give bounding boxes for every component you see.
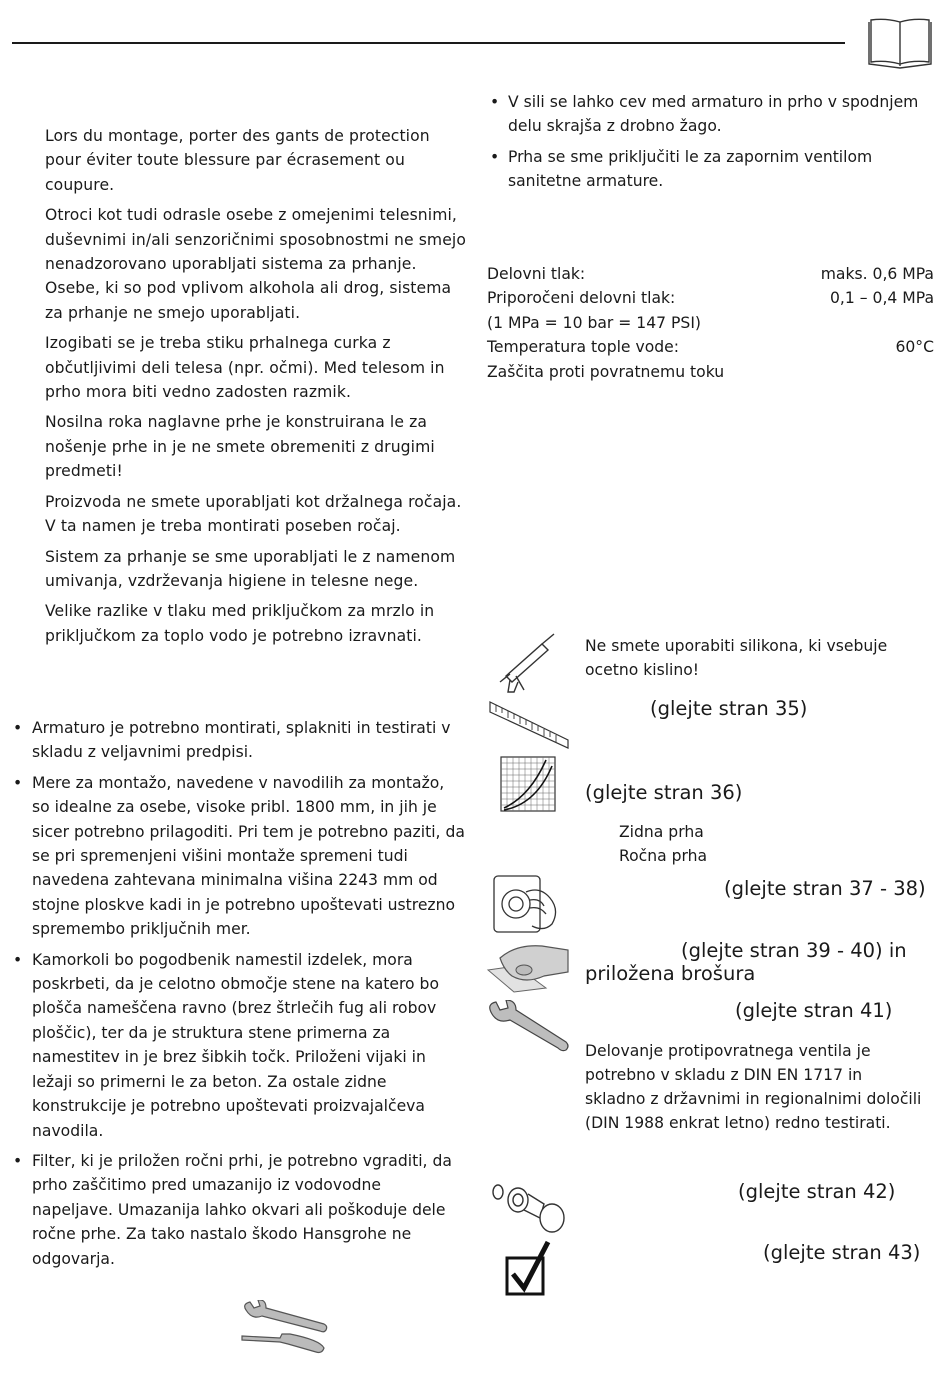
flow-diagram-icon	[500, 756, 556, 812]
maintenance-note-line: Delovanje protipovratnega ventila je	[585, 1042, 871, 1060]
spec-row	[487, 286, 934, 310]
reference-test: (glejte stran 43)	[763, 1241, 921, 1264]
reference-controls: (glejte stran 37 - 38)	[724, 877, 926, 900]
header-rule	[12, 42, 845, 44]
maintenance-note-line: skladno z državnimi in regionalnimi določili	[585, 1090, 922, 1108]
silicone-note-line: ocetno kislino!	[585, 661, 700, 679]
list-item: • Armaturo je potrebno montirati, splakniti in testirati v skladu z veljavnimi predpisi.	[13, 716, 465, 765]
list-item: • Mere za montažo, navedene v navodilih za montažo, so idealne za osebe, visoke pribl. 1800 mm, in jih je sicer potrebno prilagoditi. Pri tem je potrebno paziti, da se pri spremenjeni višini montaže spremeni tudi navedena zahtevana minimalna višina 2243 mm od stojne ploskve kadi in je potrebno upoštevati ustrezno spremembo priključnih mer.	[13, 771, 465, 942]
list-item: • Filter, ki je priložen ročni prhi, je potrebno vgraditi, da prho zaščitimo pred umazanijo iz vodovodne napeljave. Umazanija lahko okvari ali poškoduje dele ročne prhe. Za tako nastalo škodo Hansgrohe ne odgovarja.	[13, 1149, 465, 1271]
spec-row	[487, 360, 934, 384]
mounting-instructions-list	[13, 716, 465, 1277]
reference-flow: (glejte stran 36)	[585, 781, 743, 804]
controls-handle-icon	[490, 872, 564, 936]
tools-icon	[240, 1300, 330, 1360]
spec-value: 0,1 – 0,4 MPa	[830, 289, 934, 308]
reference-cleaning: (glejte stran 39 - 40) in	[681, 939, 907, 962]
safety-paragraph: Sistem za prhanje se sme uporabljati le z namenom umivanja, vzdrževanja higiene in telesne nege.	[45, 547, 456, 590]
list-item: • Kamorkoli bo pogodbenik namestil izdelek, mora poskrbeti, da je celotno območje stene na katero bo plošča nameščena ravno (brez štrlečih fug ali robov ploščic), ter da je struktura stene primerna za namestitev in je brez šibkih točk. Priloženi vijaki in ležaji so primerni le za beton. Za ostale zidne konstrukcije je potrebno upoštevati proizvajalčeva navodila.	[13, 948, 465, 1143]
reference-cleaning-brochure: priložena brošura	[585, 962, 756, 985]
reference-maintenance: (glejte stran 41)	[735, 999, 893, 1022]
list-item: • V sili se lahko cev med armaturo in prho v spodnjem delu skrajša z drobno žago.	[488, 90, 938, 139]
right-bullet-list	[488, 90, 938, 200]
safety-paragraph: Proizvoda ne smete uporabljati kot držalnega ročaja. V ta namen je treba montirati poseben ročaj.	[45, 492, 462, 536]
spec-row	[487, 311, 934, 335]
spec-value: maks. 0,6 MPa	[820, 265, 934, 283]
spec-label: Delovni tlak:	[487, 265, 586, 283]
maintenance-note-line: (DIN 1988 enkrat letno) redno testirati.	[585, 1114, 891, 1132]
spec-row	[487, 262, 934, 286]
reference-dimensions: (glejte stran 35)	[650, 697, 808, 720]
safety-paragraph: Otroci kot tudi odrasle osebe z omejenimi telesnimi, duševnimi in/ali senzoričnimi sposobnostmi ne smejo nenadzorovano uporabljati sistema za prhanje. Osebe, ki so pod vplivom alkohola ali drog, sistema za prhanje ne smejo uporabljati.	[45, 206, 466, 322]
safety-paragraph: Nosilna roka naglavne prhe je konstruirana le za nošenje prhe in je ne smete obremeniti z drugimi predmeti!	[45, 413, 435, 481]
safety-paragraph: Velike razlike v tlaku med priključkom za mrzlo in priključkom za toplo vodo je potrebno izravnati.	[45, 602, 435, 645]
spec-label: Zaščita proti povratnemu toku	[487, 362, 725, 381]
spec-label: (1 MPa = 10 bar = 147 PSI)	[487, 313, 702, 332]
spec-value: 60°C	[895, 338, 934, 357]
spec-row	[487, 335, 934, 359]
safety-paragraph: Izogibati se je treba stiku prhalnega curka z občutljivimi deli telesa (npr. očmi). Med telesom in prho mora biti vedno zadosten razmik.	[45, 334, 445, 402]
variant-label: Zidna prha	[619, 823, 704, 841]
wrench-icon	[486, 1000, 570, 1054]
safety-section	[45, 124, 470, 654]
variant-label: Ročna prha	[619, 847, 708, 865]
safety-paragraph: Lors du montage, porter des gants de protection pour éviter toute blessure par écrasement ou coupure.	[45, 127, 430, 194]
list-item: • Prha se sme priključiti le za zapornim ventilom sanitetne armature.	[488, 145, 938, 194]
ruler-icon	[488, 698, 570, 750]
maintenance-note-line: potrebno v skladu z DIN EN 1717 in	[585, 1066, 863, 1084]
test-checkbox-icon	[504, 1240, 552, 1298]
open-book-icon	[866, 16, 934, 72]
silicone-gun-icon	[496, 632, 560, 694]
technical-data	[487, 262, 934, 384]
silicone-note-line: Ne smete uporabiti silikona, ki vsebuje	[585, 637, 888, 655]
spec-label: Temperatura tople vode:	[487, 338, 679, 357]
cleaning-hand-icon	[486, 936, 570, 994]
spare-parts-icon	[490, 1178, 572, 1234]
spec-label: Priporočeni delovni tlak:	[487, 289, 676, 308]
reference-spare-parts: (glejte stran 42)	[738, 1180, 896, 1203]
